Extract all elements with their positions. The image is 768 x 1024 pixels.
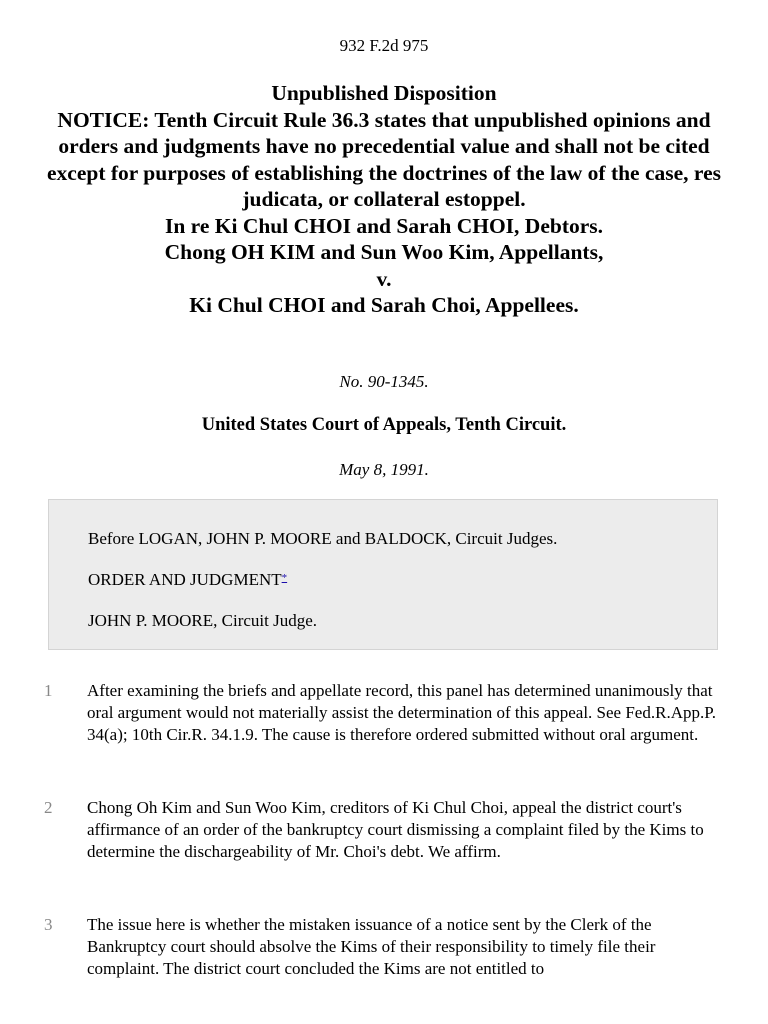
decision-date: May 8, 1991.: [339, 460, 429, 479]
panel-judges: Before LOGAN, JOHN P. MOORE and BALDOCK, Circuit Judges.: [88, 529, 558, 548]
appellants-line: Chong OH KIM and Sun Woo Kim, Appellants,: [164, 240, 604, 264]
paragraph-number: 3: [44, 915, 53, 934]
appellees-line: Ki Chul CHOI and Sarah Choi, Appellees.: [189, 293, 579, 317]
paragraph-text: After examining the briefs and appellate record, this panel has determined unanimously that oral argument would not materially assist the determination of this appeal. See Fed.R.App.P. 34(a); 10th Cir.R. 34.1.9. The cause is therefore ordered submitted without oral argument.: [87, 681, 717, 744]
case-citation: 932 F.2d 975: [339, 36, 429, 55]
order-title-text: ORDER AND JUDGMENT: [88, 570, 282, 589]
docket-number: No. 90-1345.: [339, 372, 429, 391]
opinion-author: JOHN P. MOORE, Circuit Judge.: [88, 611, 318, 630]
citation-notice: NOTICE: Tenth Circuit Rule 36.3 states that unpublished opinions and orders and judgments have no precedential value and shall not be cited except for purposes of establishing the doctrines of the law of the case, res judicata, or collateral estoppel.: [47, 107, 721, 211]
disposition-label: Unpublished Disposition: [271, 81, 497, 105]
versus-line: v.: [376, 266, 392, 291]
paragraph-number: 2: [44, 798, 53, 817]
footnote-link[interactable]: *: [281, 572, 288, 584]
panel-box: [48, 499, 718, 650]
court-name: United States Court of Appeals, Tenth Circuit.: [201, 415, 567, 435]
paragraph-text: Chong Oh Kim and Sun Woo Kim, creditors of Ki Chul Choi, appeal the district court's affirmance of an order of the bankruptcy court dismissing a complaint filed by the Kims to determine the dischargeability of Mr. Choi's debt. We affirm.: [87, 798, 704, 861]
case-caption: [40, 80, 728, 319]
order-title: [88, 570, 287, 590]
paragraph-text: The issue here is whether the mistaken issuance of a notice sent by the Clerk of the Bankruptcy court should absolve the Kims of their responsibility to timely file their complaint. The district court concluded the Kims are not entitled to: [87, 915, 656, 978]
debtor-line: In re Ki Chul CHOI and Sarah CHOI, Debtors.: [164, 213, 604, 238]
paragraph-number: 1: [44, 681, 53, 700]
